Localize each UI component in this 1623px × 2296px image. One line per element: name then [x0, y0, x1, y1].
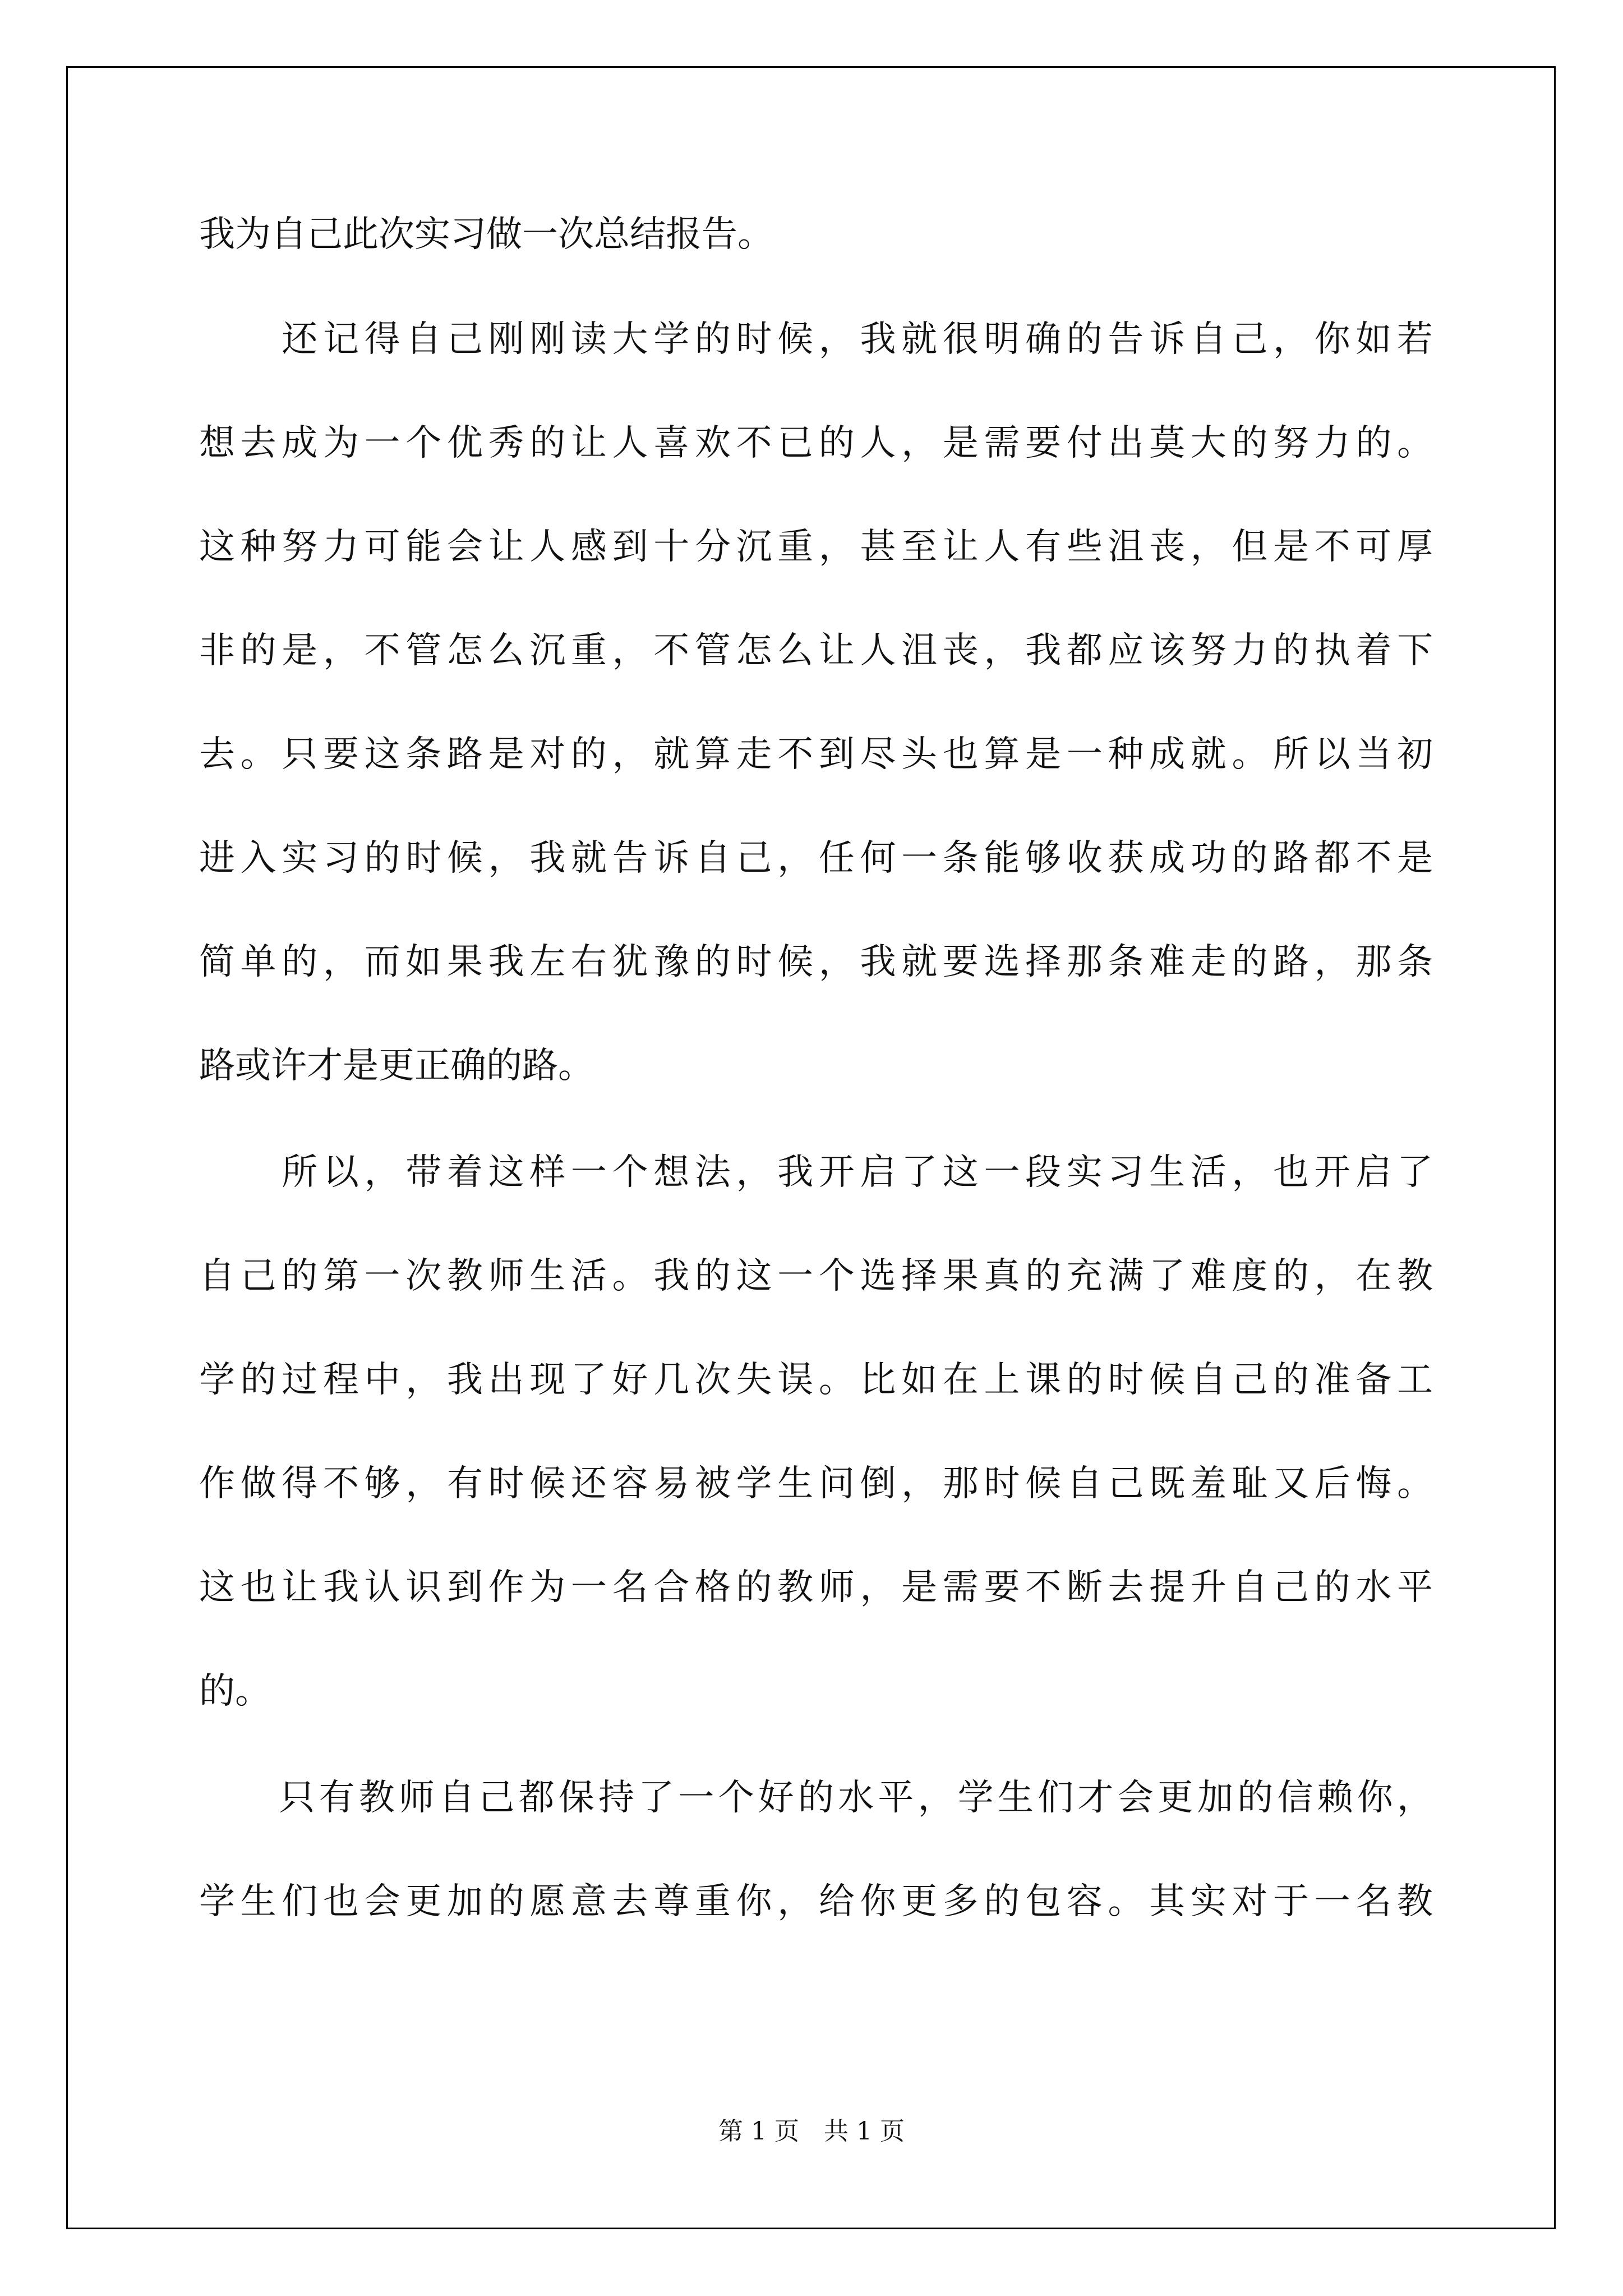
page-footer: 第 1 页 共 1 页	[718, 2117, 905, 2146]
body-line: 进入实习的时候，我就告诉自己，任何一条能够收获成功的路都不是	[199, 838, 1433, 879]
body-line: 学生们也会更加的愿意去尊重你，给你更多的包容。其实对于一名教	[199, 1881, 1433, 1922]
body-line: 路或许才是更正确的路。	[199, 1045, 594, 1087]
body-line: 非的是，不管怎么沉重，不管怎么让人沮丧，我都应该努力的执着下	[199, 630, 1433, 671]
body-line: 的。	[199, 1671, 271, 1712]
body-line: 我为自己此次实习做一次总结报告。	[199, 214, 773, 255]
body-line: 还记得自己刚刚读大学的时候，我就很明确的告诉自己，你如若	[199, 319, 1433, 360]
body-line: 这种努力可能会让人感到十分沉重，甚至让人有些沮丧，但是不可厚	[199, 526, 1433, 568]
body-line: 这也让我认识到作为一名合格的教师，是需要不断去提升自己的水平	[199, 1567, 1433, 1608]
body-line: 简单的，而如果我左右犹豫的时候，我就要选择那条难走的路，那条	[199, 941, 1433, 983]
body-line: 学的过程中，我出现了好几次失误。比如在上课的时候自己的准备工	[199, 1359, 1433, 1401]
body-line: 去。只要这条路是对的，就算走不到尽头也算是一种成就。所以当初	[199, 734, 1433, 775]
body-line: 所以，带着这样一个想法，我开启了这一段实习生活，也开启了	[199, 1152, 1433, 1193]
body-line: 作做得不够，有时候还容易被学生问倒，那时候自己既羞耻又后悔。	[199, 1463, 1433, 1504]
body-line: 只有教师自己都保持了一个好的水平，学生们才会更加的信赖你，	[199, 1777, 1433, 1819]
body-line: 自己的第一次教师生活。我的这一个选择果真的充满了难度的，在教	[199, 1255, 1433, 1297]
body-line: 想去成为一个优秀的让人喜欢不已的人，是需要付出莫大的努力的。	[199, 422, 1433, 464]
